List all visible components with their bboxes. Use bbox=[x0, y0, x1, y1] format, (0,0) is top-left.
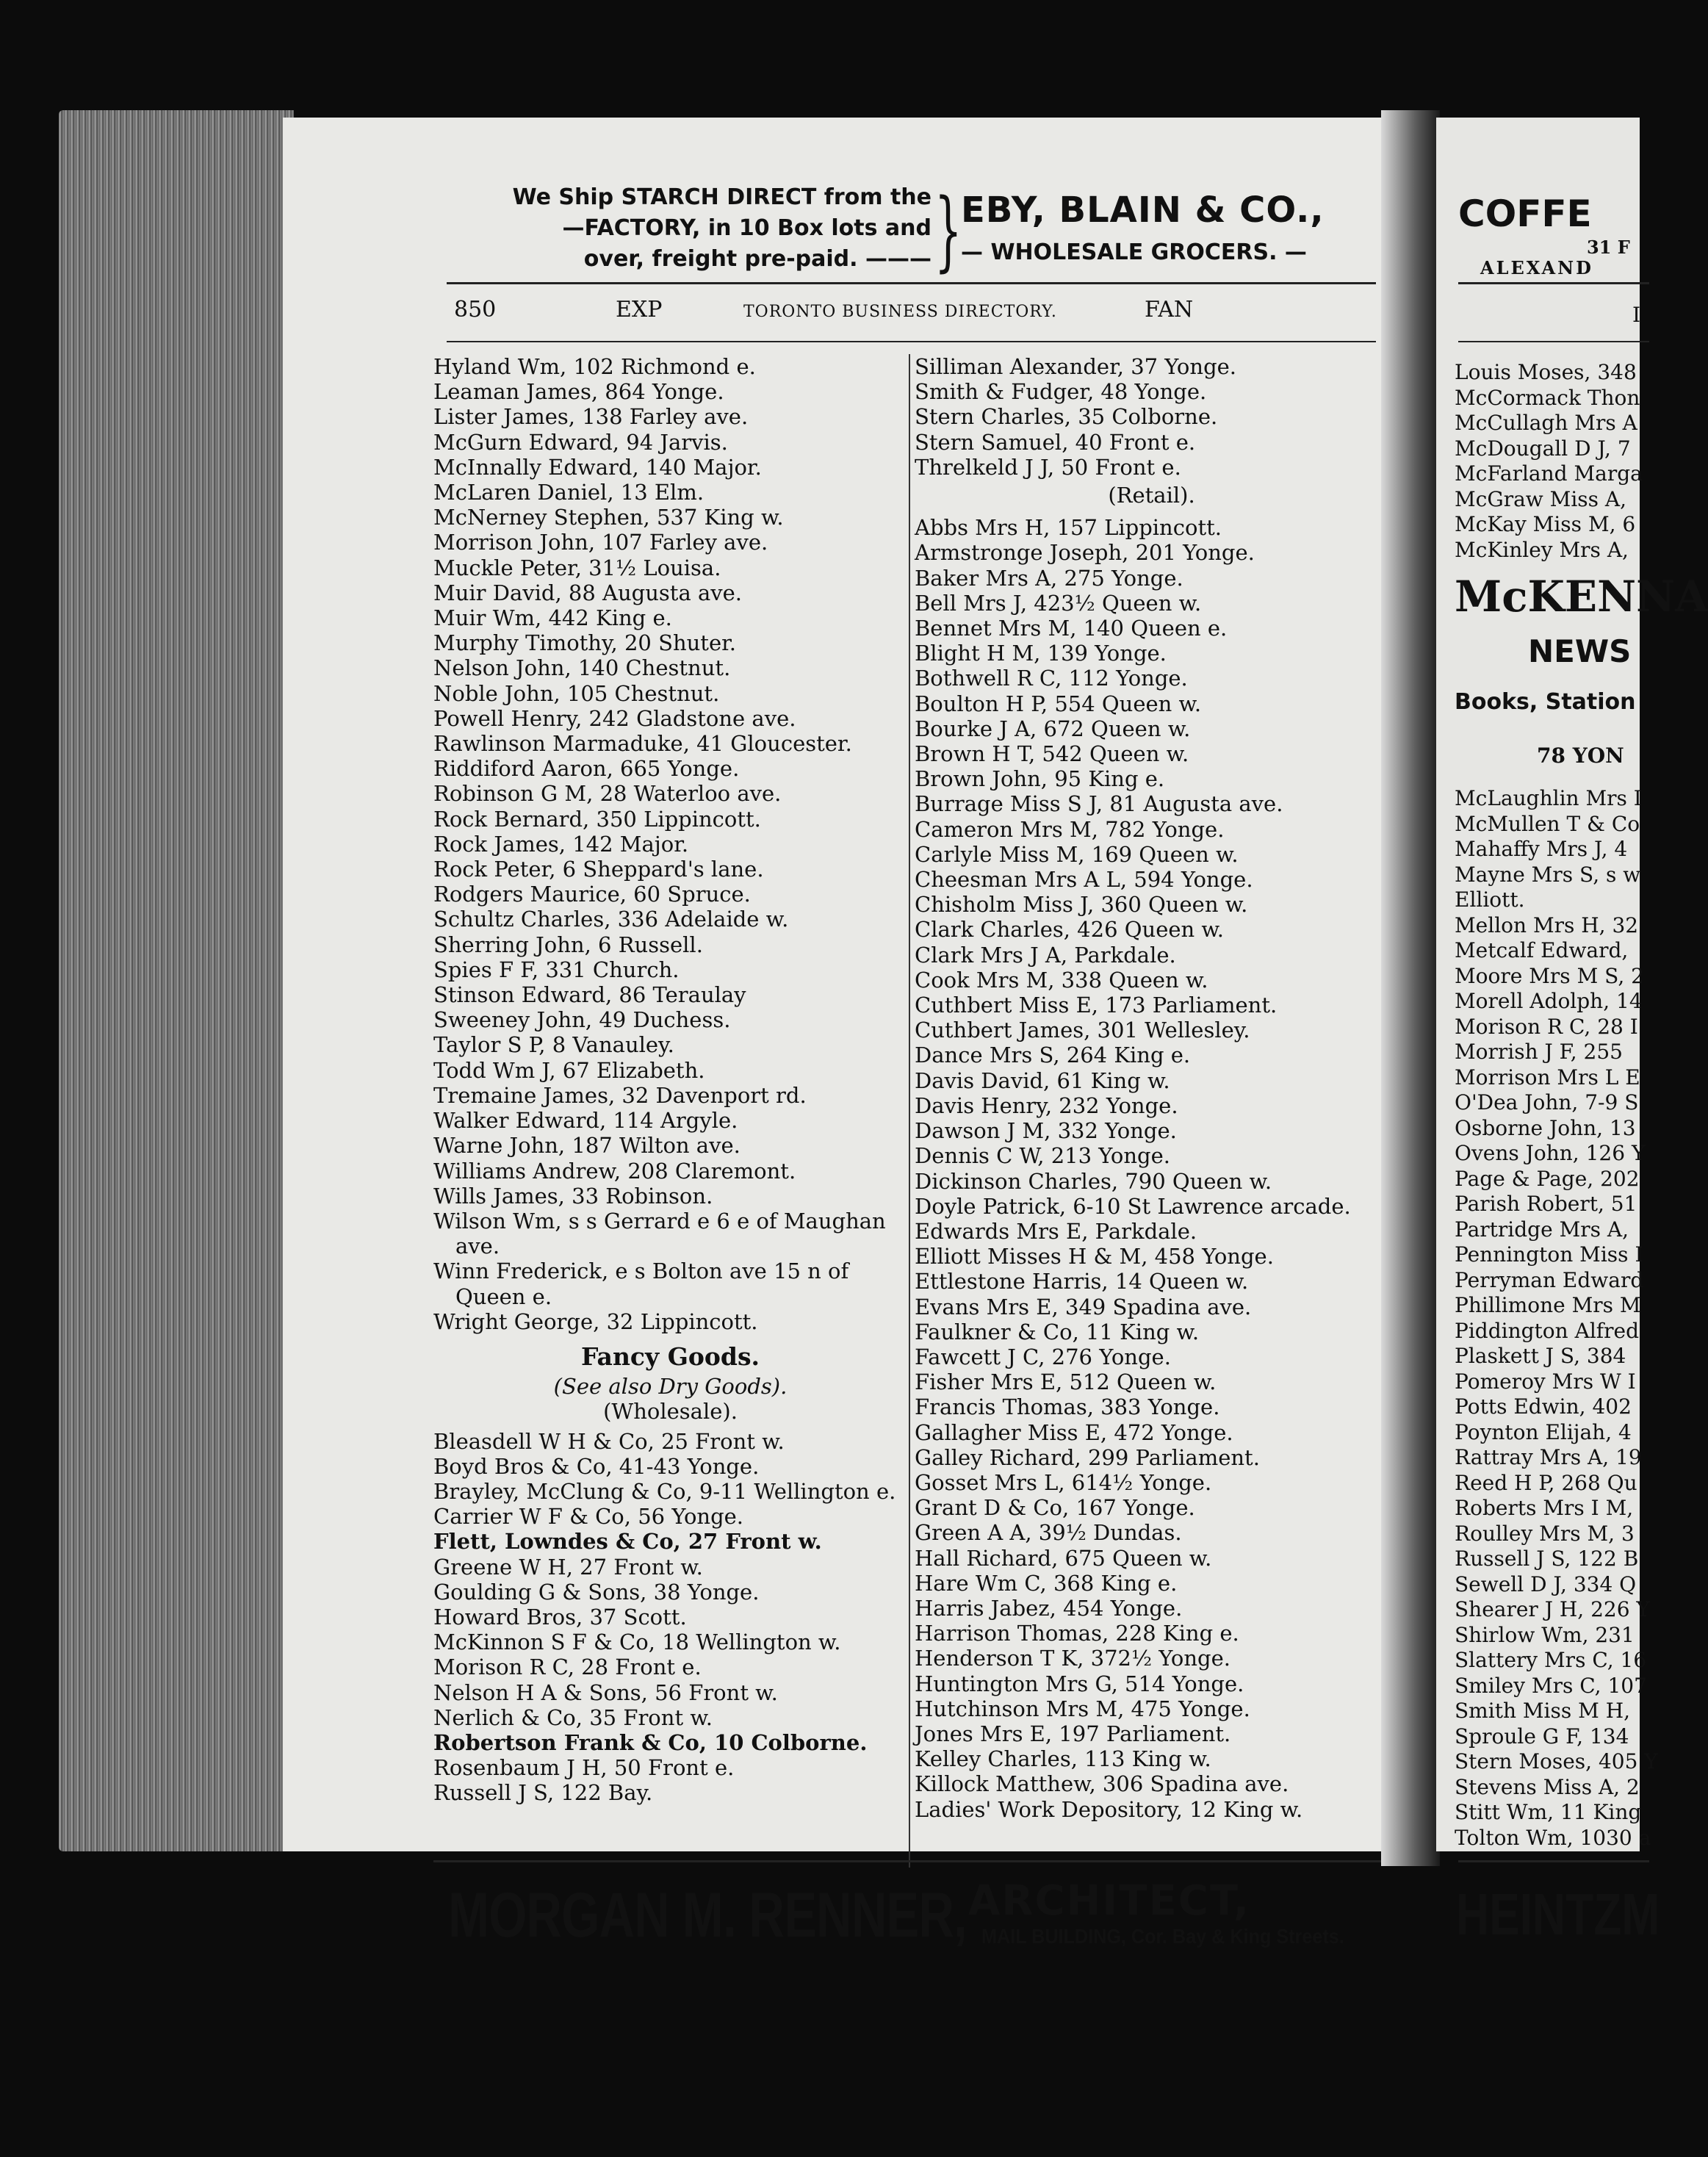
list-item: Chisholm Miss J, 360 Queen w. bbox=[915, 892, 1248, 918]
list-item: Dickinson Charles, 790 Queen w. bbox=[915, 1168, 1272, 1194]
list-item: Gosset Mrs L, 614½ Yonge. bbox=[915, 1469, 1212, 1495]
list-item: Dawson J M, 332 Yonge. bbox=[915, 1118, 1177, 1144]
list-item: Williams Andrew, 208 Claremont. bbox=[433, 1158, 796, 1184]
facing-list-item: McGraw Miss A, bbox=[1455, 486, 1627, 511]
list-item: Gallagher Miss E, 472 Yonge. bbox=[915, 1419, 1233, 1445]
list-item: Walker Edward, 114 Argyle. bbox=[433, 1108, 738, 1134]
facing-list-item: Sproule G F, 134 bbox=[1455, 1724, 1629, 1749]
facing-list-item: Stern Moses, 405 Y bbox=[1455, 1749, 1658, 1774]
list-item: Davis David, 61 King w. bbox=[915, 1067, 1170, 1093]
list-item: Rock Peter, 6 Sheppard's lane. bbox=[433, 857, 764, 882]
list-item: Threlkeld J J, 50 Front e. bbox=[915, 454, 1181, 480]
list-item: Doyle Patrick, 6-10 St Lawrence arcade. bbox=[915, 1193, 1351, 1219]
facing-list-item: Russell J S, 122 B bbox=[1455, 1546, 1639, 1571]
list-item: Carrier W F & Co, 56 Yonge. bbox=[433, 1504, 744, 1530]
list-item: Blight H M, 139 Yonge. bbox=[915, 641, 1167, 666]
list-item: Stern Charles, 35 Colborne. bbox=[915, 404, 1218, 430]
list-item-continuation: ave. bbox=[455, 1234, 500, 1259]
list-item: Howard Bros, 37 Scott. bbox=[433, 1604, 687, 1630]
list-item: Grant D & Co, 167 Yonge. bbox=[915, 1495, 1195, 1521]
ad-architect-title: ARCHITECT, bbox=[968, 1877, 1251, 1925]
list-item: Flett, Lowndes & Co, 27 Front w. bbox=[433, 1529, 822, 1555]
facing-list-item: Pomeroy Mrs W I bbox=[1455, 1369, 1636, 1394]
list-item: Goulding G & Sons, 38 Yonge. bbox=[433, 1579, 760, 1605]
list-item: Sweeney John, 49 Duchess. bbox=[433, 1007, 731, 1033]
list-item: Cameron Mrs M, 782 Yonge. bbox=[915, 816, 1225, 842]
facing-banner-small: 31 F bbox=[1587, 237, 1630, 258]
ad-brace: } bbox=[934, 179, 962, 281]
list-item: McNerney Stephen, 537 King w. bbox=[433, 505, 784, 530]
list-item: Baker Mrs A, 275 Yonge. bbox=[915, 565, 1183, 591]
list-item: Green A A, 39½ Dundas. bbox=[915, 1520, 1182, 1546]
list-item: Faulkner & Co, 11 King w. bbox=[915, 1319, 1200, 1344]
left-key-word: EXP bbox=[616, 297, 663, 323]
list-item: Leaman James, 864 Yonge. bbox=[433, 379, 724, 405]
list-item: Bell Mrs J, 423½ Queen w. bbox=[915, 590, 1202, 616]
facing-entries-bottom bbox=[1455, 786, 1658, 1851]
facing-entries-top bbox=[1455, 360, 1643, 563]
list-item: Cook Mrs M, 338 Queen w. bbox=[915, 967, 1208, 993]
list-item: Clark Mrs J A, Parkdale. bbox=[915, 942, 1176, 968]
facing-list-item: Reed H P, 268 Qu bbox=[1455, 1470, 1637, 1495]
facing-list-item: O'Dea John, 7-9 S bbox=[1455, 1090, 1639, 1114]
fancy-goods-wholesale-list bbox=[433, 1429, 907, 1806]
list-item: McKinnon S F & Co, 18 Wellington w. bbox=[433, 1630, 841, 1655]
facing-list-item: McFarland Marga bbox=[1455, 461, 1643, 486]
facing-list-item: Smiley Mrs C, 107 bbox=[1455, 1673, 1647, 1698]
facing-list-item: Mahaffy Mrs J, 4 bbox=[1455, 837, 1628, 861]
facing-list-item: Slattery Mrs C, 16 bbox=[1455, 1648, 1647, 1672]
facing-list-item: Morrison Mrs L E bbox=[1455, 1065, 1640, 1090]
facing-list-item: Tolton Wm, 1030 a bbox=[1455, 1825, 1651, 1850]
list-item: Nelson H A & Sons, 56 Front w. bbox=[433, 1679, 778, 1705]
list-item: Dennis C W, 213 Yonge. bbox=[915, 1143, 1170, 1169]
list-item: McLaren Daniel, 13 Elm. bbox=[433, 480, 705, 505]
ad-line: —FACTORY, in 10 Box lots and bbox=[562, 215, 932, 241]
facing-list-item: Stitt Wm, 11 King bbox=[1455, 1800, 1642, 1824]
list-item: Brayley, McClung & Co, 9-11 Wellington e. bbox=[433, 1478, 896, 1504]
facing-list-item: McCormack Thon bbox=[1455, 385, 1640, 410]
list-item: Jones Mrs E, 197 Parliament. bbox=[915, 1721, 1231, 1746]
facing-books-ad: Books, Station bbox=[1455, 689, 1636, 715]
list-item: Kelley Charles, 113 King w. bbox=[915, 1746, 1211, 1772]
ad-line: We Ship STARCH DIRECT from the bbox=[512, 184, 932, 210]
facing-list-item: Moore Mrs M S, 2 bbox=[1455, 963, 1644, 988]
page-number: 850 bbox=[454, 297, 497, 323]
list-item: Nelson John, 140 Chestnut. bbox=[433, 655, 731, 681]
ad-company-name: EBY, BLAIN & CO., bbox=[961, 190, 1325, 231]
directory-title: TORONTO BUSINESS DIRECTORY. bbox=[743, 303, 1057, 321]
column-divider bbox=[909, 354, 910, 1868]
list-item: Cuthbert James, 301 Wellesley. bbox=[915, 1018, 1250, 1043]
middle-column bbox=[915, 354, 1388, 1822]
list-item: Edwards Mrs E, Parkdale. bbox=[915, 1218, 1197, 1244]
facing-footer-rule bbox=[1458, 1860, 1649, 1862]
facing-list-item: Osborne John, 13 bbox=[1455, 1115, 1636, 1140]
running-header-rule bbox=[447, 341, 1376, 342]
ad-line: over, freight pre-paid. ——— bbox=[583, 246, 932, 272]
facing-rule bbox=[1458, 282, 1649, 284]
list-item: Robertson Frank & Co, 10 Colborne. bbox=[433, 1729, 868, 1755]
list-item: Boulton H P, 554 Queen w. bbox=[915, 691, 1202, 716]
header-rule bbox=[447, 282, 1376, 284]
ad-company-subtitle: — WHOLESALE GROCERS. — bbox=[961, 240, 1307, 265]
list-item: Fawcett J C, 276 Yonge. bbox=[915, 1344, 1171, 1369]
facing-list-item: Roulley Mrs M, 3 bbox=[1455, 1521, 1635, 1546]
facing-list-item: Piddington Alfred bbox=[1455, 1318, 1640, 1343]
facing-banner-small-2: ALEXAND bbox=[1480, 257, 1593, 278]
list-item: Brown John, 95 King e. bbox=[915, 766, 1165, 792]
list-item: Wills James, 33 Robinson. bbox=[433, 1183, 713, 1209]
list-item: Huntington Mrs G, 514 Yonge. bbox=[915, 1671, 1244, 1696]
facing-list-item: Louis Moses, 348 bbox=[1455, 360, 1637, 384]
section-subheading: (Wholesale). bbox=[603, 1399, 738, 1425]
list-item: Silliman Alexander, 37 Yonge. bbox=[915, 354, 1237, 379]
list-item: Winn Frederick, e s Bolton ave 15 n of bbox=[433, 1258, 849, 1284]
list-item: Ettlestone Harris, 14 Queen w. bbox=[915, 1269, 1249, 1294]
list-item: Robinson G M, 28 Waterloo ave. bbox=[433, 781, 782, 807]
facing-list-item: Rattray Mrs A, 19 bbox=[1455, 1445, 1642, 1469]
list-item: Warne John, 187 Wilton ave. bbox=[433, 1133, 741, 1159]
list-item: Galley Richard, 299 Parliament. bbox=[915, 1444, 1260, 1470]
list-item: Wright George, 32 Lippincott. bbox=[433, 1308, 758, 1334]
list-item: Boyd Bros & Co, 41-43 Yonge. bbox=[433, 1453, 760, 1479]
header-advertisement bbox=[447, 179, 1376, 281]
list-item: Rosenbaum J H, 50 Front e. bbox=[433, 1755, 735, 1781]
list-item: Smith & Fudger, 48 Yonge. bbox=[915, 379, 1207, 405]
facing-list-item: Potts Edwin, 402 bbox=[1455, 1394, 1632, 1419]
ad-starch-text bbox=[447, 182, 932, 275]
list-item: Muckle Peter, 31½ Louisa. bbox=[433, 555, 721, 580]
list-item: Hare Wm C, 368 King e. bbox=[915, 1570, 1178, 1596]
list-item: Murphy Timothy, 20 Shuter. bbox=[433, 630, 737, 656]
list-item: Clark Charles, 426 Queen w. bbox=[915, 917, 1225, 943]
list-item: Rock Bernard, 350 Lippincott. bbox=[433, 806, 761, 832]
list-item: Hyland Wm, 102 Richmond e. bbox=[433, 354, 756, 379]
book-spine bbox=[1381, 110, 1440, 1866]
facing-list-item: Morell Adolph, 14 bbox=[1455, 989, 1643, 1013]
facing-list-item: Shearer J H, 226 Y bbox=[1455, 1597, 1650, 1621]
list-item: Harris Jabez, 454 Yonge. bbox=[915, 1595, 1183, 1621]
list-item: Rodgers Maurice, 60 Spruce. bbox=[433, 882, 751, 907]
list-item: Harrison Thomas, 228 King e. bbox=[915, 1621, 1239, 1646]
list-item: Noble John, 105 Chestnut. bbox=[433, 680, 720, 706]
ad-architect-address: MAIL BUILDING, Cor. Bay & King Streets. bbox=[981, 1925, 1344, 1948]
list-item: Brown H T, 542 Queen w. bbox=[915, 741, 1189, 767]
facing-list-item: Plaskett J S, 384 bbox=[1455, 1344, 1626, 1368]
facing-list-item: McLaughlin Mrs I bbox=[1455, 786, 1642, 810]
list-item-continuation: Queen e. bbox=[455, 1283, 552, 1309]
list-item: Francis Thomas, 383 Yonge. bbox=[915, 1394, 1220, 1420]
list-item: Bourke J A, 672 Queen w. bbox=[915, 716, 1191, 741]
facing-list-item: Perryman Edward bbox=[1455, 1267, 1644, 1292]
list-item: Elliott Misses H & M, 458 Yonge. bbox=[915, 1244, 1274, 1270]
facing-list-item: McDougall D J, 7 bbox=[1455, 436, 1631, 461]
list-item: Evans Mrs E, 349 Spadina ave. bbox=[915, 1294, 1252, 1319]
wholesale-entries bbox=[915, 354, 1388, 480]
list-item: Lister James, 138 Farley ave. bbox=[433, 404, 749, 430]
list-item: Bothwell R C, 112 Yonge. bbox=[915, 666, 1188, 691]
facing-yonge-ad: 78 YON bbox=[1537, 743, 1624, 768]
list-item: Stinson Edward, 86 Teraulay bbox=[433, 982, 746, 1008]
list-item: Hall Richard, 675 Queen w. bbox=[915, 1545, 1212, 1571]
list-item: Cuthbert Miss E, 173 Parliament. bbox=[915, 993, 1278, 1018]
facing-list-item: Sewell D J, 334 Q bbox=[1455, 1571, 1637, 1596]
facing-list-item: Mellon Mrs H, 32 bbox=[1455, 912, 1639, 937]
list-item: Greene W H, 27 Front w. bbox=[433, 1554, 703, 1580]
list-item: Hutchinson Mrs M, 475 Yonge. bbox=[915, 1696, 1250, 1721]
facing-list-item: McKinley Mrs A, bbox=[1455, 537, 1629, 562]
facing-list-item: Roberts Mrs I M, bbox=[1455, 1496, 1634, 1520]
list-item: McGurn Edward, 94 Jarvis. bbox=[433, 429, 728, 455]
facing-banner: COFFE bbox=[1458, 192, 1592, 235]
list-item: Tremaine James, 32 Davenport rd. bbox=[433, 1082, 807, 1108]
right-key-word: FAN bbox=[1145, 297, 1194, 323]
list-item: Nerlich & Co, 35 Front w. bbox=[433, 1704, 713, 1730]
facing-list-item: McKay Miss M, 6 bbox=[1455, 512, 1636, 536]
facing-list-item: McCullagh Mrs A bbox=[1455, 411, 1637, 435]
list-item: Ladies' Work Depository, 12 King w. bbox=[915, 1796, 1303, 1822]
book-page-edges bbox=[59, 110, 294, 1851]
facing-list-item: McMullen T & Co bbox=[1455, 811, 1640, 836]
facing-list-item: Mayne Mrs S, s w bbox=[1455, 862, 1641, 887]
list-item: Cheesman Mrs A L, 594 Yonge. bbox=[915, 867, 1253, 893]
facing-news-ad: NEWS bbox=[1528, 633, 1632, 669]
list-item: McInnally Edward, 140 Major. bbox=[433, 454, 762, 480]
facing-bottom-ad: HEINTZM bbox=[1456, 1881, 1660, 1947]
list-item: Bleasdell W H & Co, 25 Front w. bbox=[433, 1428, 785, 1454]
facing-key: I bbox=[1632, 303, 1641, 327]
facing-list-item: Stevens Miss A, 2 bbox=[1455, 1774, 1640, 1799]
list-item: Schultz Charles, 336 Adelaide w. bbox=[433, 907, 789, 932]
footer-rule bbox=[433, 1860, 1381, 1862]
list-item: Russell J S, 122 Bay. bbox=[433, 1780, 653, 1806]
ad-architect-name: MORGAN M. RENNER, bbox=[448, 1880, 967, 1951]
list-item: Armstronge Joseph, 201 Yonge. bbox=[915, 540, 1255, 566]
facing-list-item: Poynton Elijah, 4 bbox=[1455, 1419, 1632, 1444]
list-item: Abbs Mrs H, 157 Lippincott. bbox=[915, 515, 1222, 541]
retail-entries bbox=[915, 515, 1388, 1822]
list-item: Bennet Mrs M, 140 Queen e. bbox=[915, 616, 1228, 641]
list-item: Powell Henry, 242 Gladstone ave. bbox=[433, 705, 796, 731]
list-item: Stern Samuel, 40 Front e. bbox=[915, 429, 1196, 455]
left-entries bbox=[433, 354, 907, 1209]
list-item: Carlyle Miss M, 169 Queen w. bbox=[915, 841, 1239, 867]
facing-header-rule bbox=[1458, 341, 1649, 342]
list-item: Davis Henry, 232 Yonge. bbox=[915, 1092, 1178, 1118]
facing-list-item: Partridge Mrs A, bbox=[1455, 1217, 1629, 1242]
list-item: Wilson Wm, s s Gerrard e 6 e of Maughan bbox=[433, 1208, 886, 1234]
facing-list-item: Morison R C, 28 I bbox=[1455, 1014, 1638, 1039]
list-item: Morrison John, 107 Farley ave. bbox=[433, 530, 768, 555]
facing-list-item: Pennington Miss I bbox=[1455, 1242, 1643, 1267]
facing-list-item: Shirlow Wm, 231 bbox=[1455, 1622, 1635, 1647]
list-item: Taylor S P, 8 Vanauley. bbox=[433, 1032, 674, 1058]
list-item: Dance Mrs S, 264 King e. bbox=[915, 1043, 1191, 1068]
list-item: Todd Wm J, 67 Elizabeth. bbox=[433, 1057, 705, 1083]
list-item: Fisher Mrs E, 512 Queen w. bbox=[915, 1369, 1217, 1395]
facing-list-item: Metcalf Edward, bbox=[1455, 938, 1629, 962]
section-note: (See also Dry Goods). bbox=[553, 1374, 788, 1400]
list-item: Sherring John, 6 Russell. bbox=[433, 932, 703, 957]
facing-list-item: Page & Page, 202 bbox=[1455, 1166, 1640, 1191]
list-item: Morison R C, 28 Front e. bbox=[433, 1654, 702, 1680]
list-item: Muir David, 88 Augusta ave. bbox=[433, 580, 743, 605]
facing-mckenna-ad: McKENNA bbox=[1455, 572, 1708, 622]
facing-list-item: Phillimone Mrs M bbox=[1455, 1293, 1641, 1317]
list-item: Henderson T K, 372½ Yonge. bbox=[915, 1646, 1231, 1671]
list-item: Rawlinson Marmaduke, 41 Gloucester. bbox=[433, 731, 852, 757]
list-item: Rock James, 142 Major. bbox=[433, 831, 689, 857]
facing-list-item: Parish Robert, 51 bbox=[1455, 1192, 1637, 1216]
list-item: Riddiford Aaron, 665 Yonge. bbox=[433, 756, 740, 782]
retail-subheading: (Retail). bbox=[1108, 483, 1195, 508]
left-column bbox=[433, 354, 907, 1806]
section-title: Fancy Goods. bbox=[580, 1342, 760, 1371]
list-item: Killock Matthew, 306 Spadina ave. bbox=[915, 1771, 1289, 1797]
facing-list-item: Morrish J F, 255 bbox=[1455, 1040, 1623, 1064]
list-item: Spies F F, 331 Church. bbox=[433, 957, 680, 982]
list-item: Burrage Miss S J, 81 Augusta ave. bbox=[915, 791, 1283, 817]
facing-list-item: Smith Miss M H, bbox=[1455, 1699, 1631, 1723]
facing-list-item: Elliott. bbox=[1455, 887, 1525, 912]
list-item: Muir Wm, 442 King e. bbox=[433, 605, 672, 631]
facing-list-item: Ovens John, 126 Y bbox=[1455, 1141, 1646, 1165]
